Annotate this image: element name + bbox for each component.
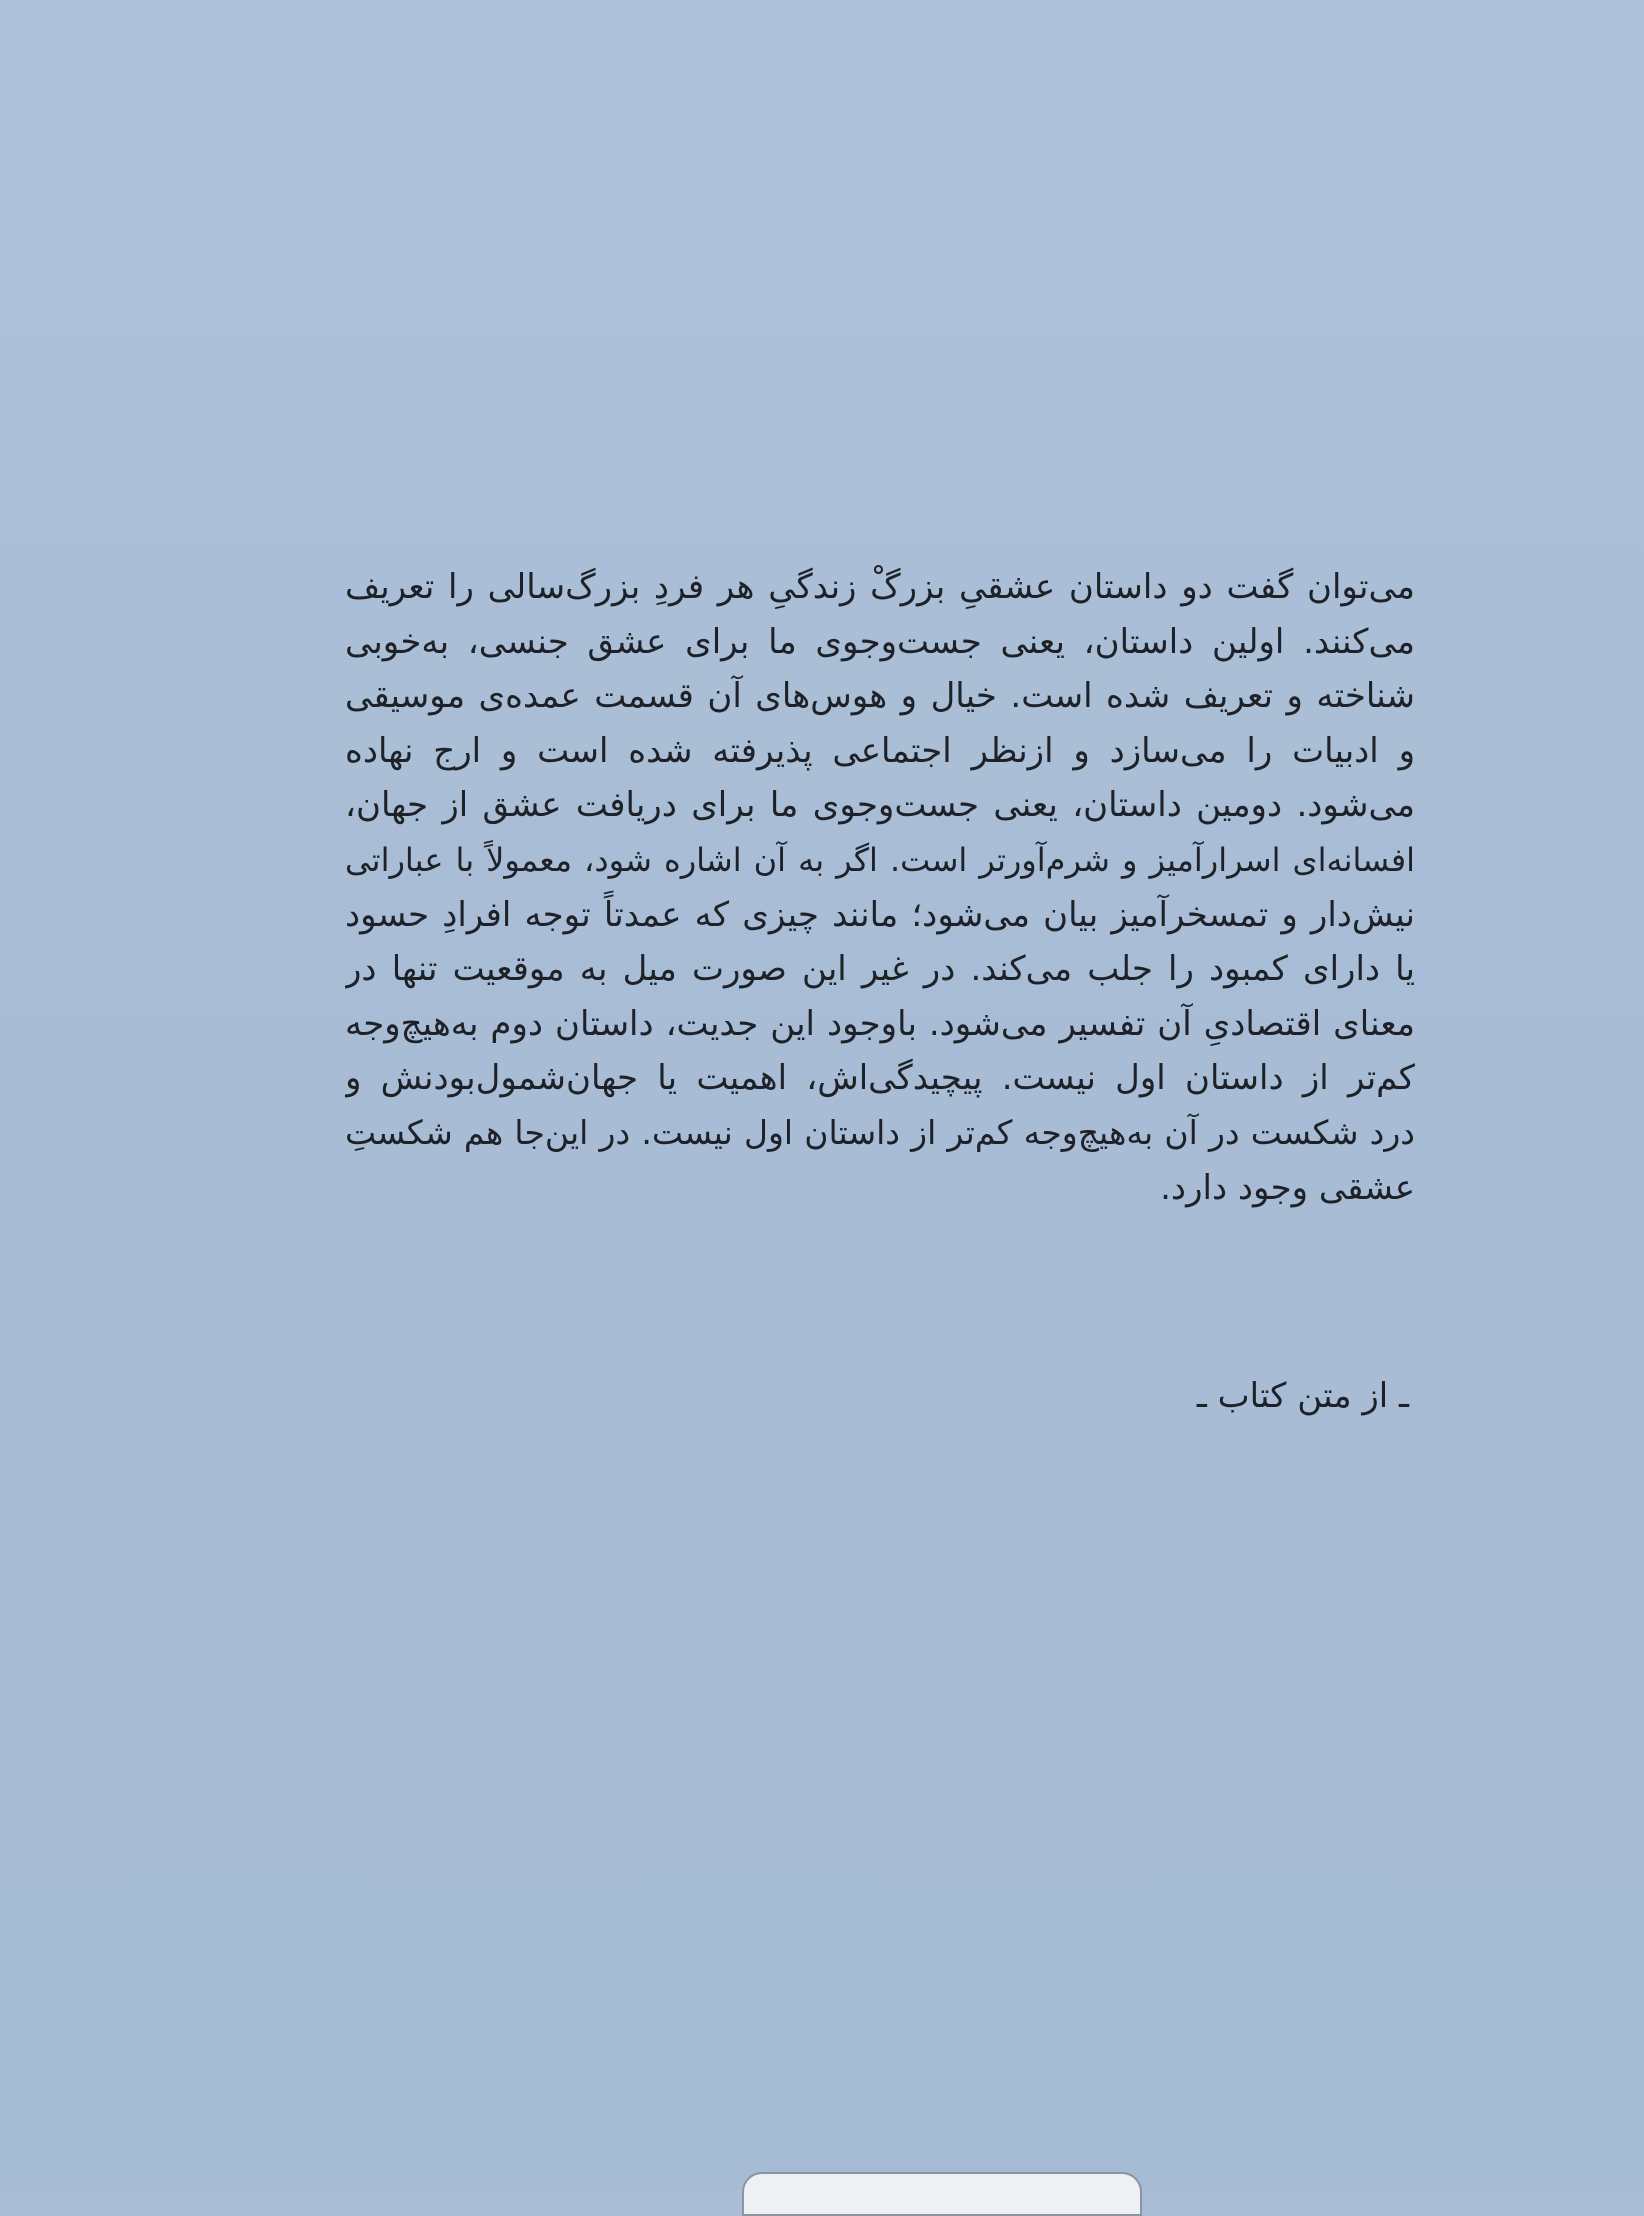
blurb-line: نیش‌دار و تمسخرآمیز بیان می‌شود؛ مانند چیزی که عمدتاً توجه افرادِ حسود <box>345 894 1415 935</box>
blurb-line: شناخته و تعریف شده است. خیال و هوس‌های آن قسمت عمده‌ی موسیقی <box>345 676 1415 717</box>
blurb-line: معنای اقتصادیِ آن تفسیر می‌شود. باوجود این جدیت، داستان دوم به‌هیچ‌وجه <box>345 1003 1415 1044</box>
blurb-line: می‌شود. دومین داستان، یعنی جست‌وجوی ما برای دریافت عشق از جهان، <box>345 785 1415 826</box>
blurb-line: یا دارای کمبود را جلب می‌کند. در غیر این صورت میل به موقعیت تنها در <box>345 949 1415 990</box>
blurb-line: می‌توان گفت دو داستان عشقیِ بزرگْ زندگیِ هر فردِ بزرگ‌سالی را تعریف <box>345 567 1415 607</box>
source-attribution: ـ از متن کتاب ـ <box>1196 1376 1409 1416</box>
blurb-line: می‌کنند. اولین داستان، یعنی جست‌وجوی ما برای عشق جنسی، به‌خوبی <box>345 621 1415 662</box>
blurb-line: افسانه‌ای اسرارآمیز و شرم‌آورتر است. اگر به آن اشاره شود، معمولاً با عباراتی <box>345 840 1415 879</box>
blurb-line: و ادبیات را می‌سازد و ازنظر اجتماعی پذیرفته شده است و ارج نهاده <box>345 730 1415 771</box>
blurb-line: عشقی وجود دارد. <box>1160 1167 1415 1208</box>
barcode-sticker-edge <box>742 2172 1142 2216</box>
blurb-line: درد شکست در آن به‌هیچ‌وجه کم‌تر از داستان اول نیست. در این‌جا هم شکستِ <box>345 1112 1415 1152</box>
blurb-line: کم‌تر از داستان اول نیست. پیچیدگی‌اش، اهمیت یا جهان‌شمول‌بودنش و <box>345 1058 1415 1099</box>
blurb-paragraph <box>345 560 1415 1215</box>
